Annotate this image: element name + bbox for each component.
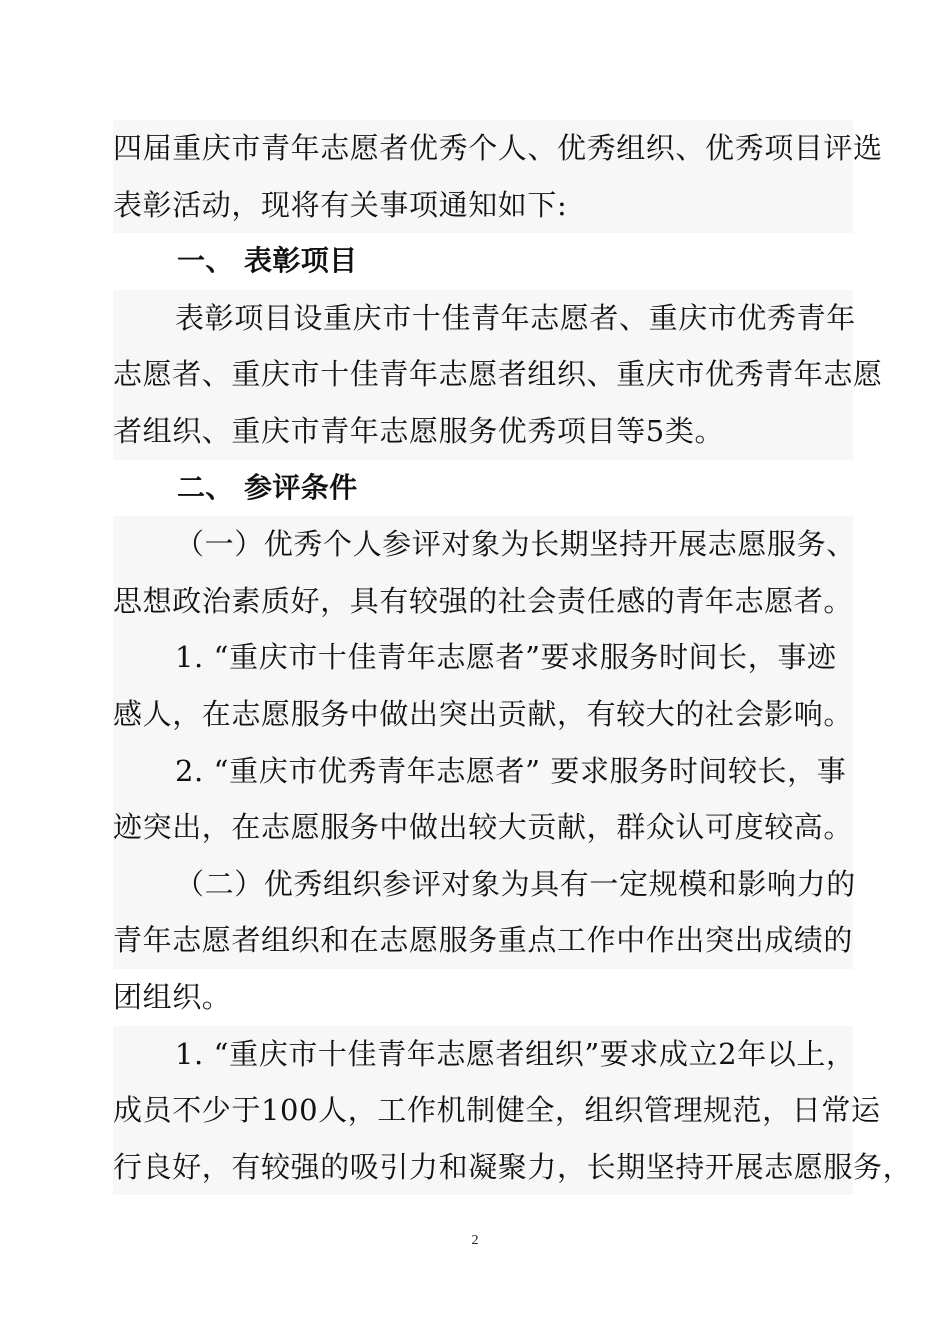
paragraph-line: 行良好，有较强的吸引力和凝聚力，长期坚持开展志愿服务，	[113, 1139, 853, 1196]
paragraph-line: 团组织。	[113, 979, 232, 1014]
paragraph-line: （二）优秀组织参评对象为具有一定规模和影响力的	[113, 856, 853, 913]
paragraph-line: 表彰活动，现将有关事项通知如下:	[113, 177, 853, 234]
paragraph-line: 志愿者、重庆市十佳青年志愿者组织、重庆市优秀青年志愿	[113, 346, 853, 403]
page-number: 2	[471, 1233, 479, 1248]
paragraph-line: （一）优秀个人参评对象为长期坚持开展志愿服务、	[113, 516, 853, 573]
paragraph-line: 2. “重庆市优秀青年志愿者” 要求服务时间较长，事	[113, 743, 853, 800]
paragraph-line: 1. “重庆市十佳青年志愿者组织”要求成立2年以上，	[113, 1026, 853, 1083]
paragraph-line: 者组织、重庆市青年志愿服务优秀项目等5类。	[113, 403, 853, 460]
document-body	[113, 120, 913, 1195]
paragraph-line: 1. “重庆市十佳青年志愿者”要求服务时间长，事迹	[113, 629, 853, 686]
section-heading: 二、 参评条件	[177, 470, 358, 504]
paragraph-line: 迹突出，在志愿服务中做出较大贡献，群众认可度较高。	[113, 799, 853, 856]
paragraph-line: 四届重庆市青年志愿者优秀个人、优秀组织、优秀项目评选	[113, 120, 853, 177]
paragraph-line: 青年志愿者组织和在志愿服务重点工作中作出突出成绩的	[113, 912, 853, 969]
paragraph-line: 表彰项目设重庆市十佳青年志愿者、重庆市优秀青年	[113, 290, 853, 347]
paragraph-line: 感人，在志愿服务中做出突出贡献，有较大的社会影响。	[113, 686, 853, 743]
paragraph-line: 思想政治素质好，具有较强的社会责任感的青年志愿者。	[113, 573, 853, 630]
section-heading: 一、 表彰项目	[177, 244, 358, 278]
paragraph-line: 成员不少于100人，工作机制健全，组织管理规范，日常运	[113, 1082, 853, 1139]
